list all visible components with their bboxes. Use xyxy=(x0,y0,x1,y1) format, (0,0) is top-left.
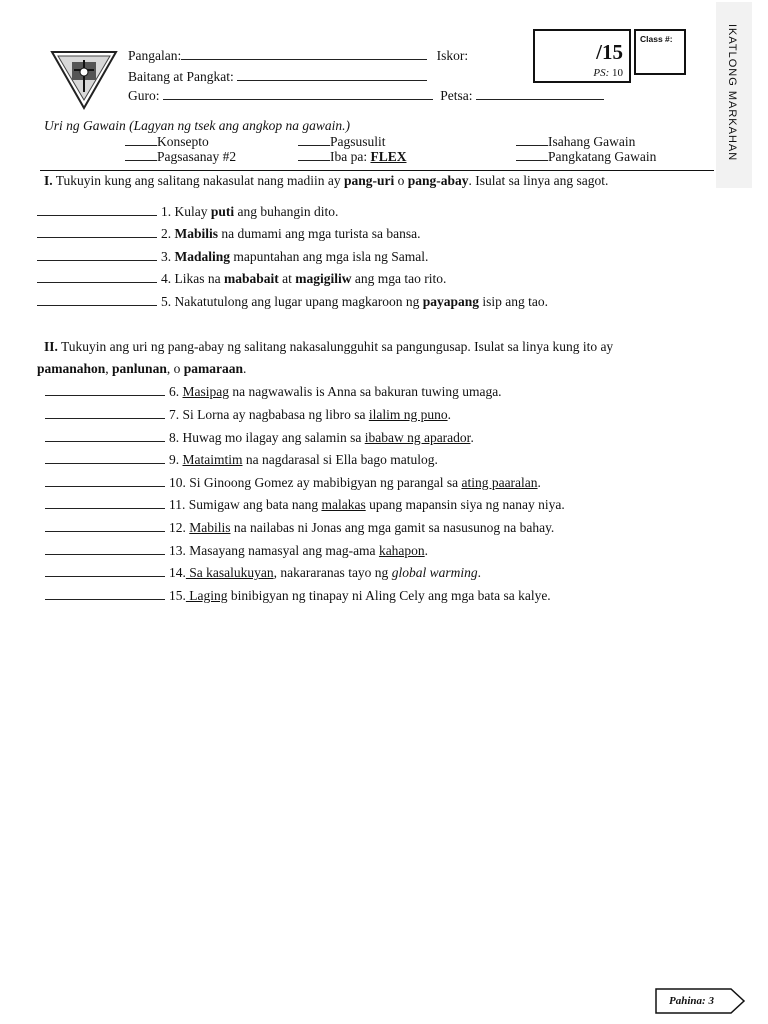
item-underlined: malakas xyxy=(321,497,366,512)
item-13 xyxy=(45,542,428,559)
option-label: Isahang Gawain xyxy=(548,134,636,149)
item-7 xyxy=(45,406,451,423)
answer-blank[interactable] xyxy=(45,564,165,577)
item-5 xyxy=(37,293,548,310)
item-1 xyxy=(37,203,338,220)
baitang-label: Baitang at Pangkat: xyxy=(128,69,234,84)
part2-numeral: II. xyxy=(44,339,58,354)
checkbox-blank[interactable] xyxy=(125,149,157,161)
item-text: mapuntahan ang mga isla ng Samal. xyxy=(230,249,429,264)
checkbox-blank[interactable] xyxy=(298,149,330,161)
item-9 xyxy=(45,451,438,468)
part1-text: Tukuyin kung ang salitang nakasulat nang madiin ay xyxy=(52,173,344,188)
score-total: /15 xyxy=(596,40,623,64)
item-4 xyxy=(37,270,446,287)
item-text: , nakararanas tayo ng xyxy=(273,565,392,580)
page-number xyxy=(657,989,733,1011)
pangalan-label: Pangalan: xyxy=(128,48,182,63)
answer-blank[interactable] xyxy=(45,542,165,555)
item-3 xyxy=(37,248,428,265)
item-15 xyxy=(45,587,551,604)
answer-blank[interactable] xyxy=(37,248,157,261)
item-text: . xyxy=(424,543,429,558)
item-text: 13. Masayang namasyal ang mag-ama xyxy=(169,543,379,558)
activity-type-instruction: (Lagyan ng tsek ang angkop na gawain.) xyxy=(129,118,350,133)
part1-instruction xyxy=(44,170,714,192)
item-underlined: kahapon xyxy=(378,543,425,558)
option-konsepto[interactable] xyxy=(125,134,209,150)
item-underlined: ilalim ng puno xyxy=(368,407,448,422)
item-10 xyxy=(45,474,541,491)
answer-blank[interactable] xyxy=(45,587,165,600)
iba-pa-value: FLEX xyxy=(370,149,407,164)
part1-text: pang-uri xyxy=(344,173,395,188)
item-underlined: Mataimtim xyxy=(182,452,243,467)
item-underlined: ibabaw ng aparador xyxy=(364,430,471,445)
part1-text: . Isulat sa linya ang sagot. xyxy=(468,173,609,188)
item-text: na nagwawalis is Anna sa bakuran tuwing umaga. xyxy=(229,384,502,399)
activity-type-title: Uri ng Gawain xyxy=(44,118,126,133)
item-underlined: Laging xyxy=(185,588,228,603)
activity-type-heading xyxy=(44,118,350,134)
item-underlined: Masipag xyxy=(182,384,229,399)
item-text: ang buhangin dito. xyxy=(234,204,339,219)
item-italic: global warming xyxy=(391,565,478,580)
item-12 xyxy=(45,519,554,536)
item-text: 14. xyxy=(169,565,186,580)
item-keyword: mababait xyxy=(224,271,279,286)
class-number-box[interactable] xyxy=(634,29,686,75)
part1-numeral: I. xyxy=(44,173,53,188)
answer-blank[interactable] xyxy=(45,496,165,509)
item-11 xyxy=(45,496,565,513)
name-field[interactable] xyxy=(181,47,427,60)
item-text: ang mga tao rito. xyxy=(351,271,447,286)
checkbox-blank[interactable] xyxy=(298,134,330,146)
part2-option: pamaraan xyxy=(183,361,243,376)
option-label: Pagsasanay #2 xyxy=(157,149,237,164)
item-text: isip ang tao. xyxy=(478,294,548,309)
item-text: 5. Nakatutulong ang lugar upang magkaroon ng xyxy=(161,294,423,309)
date-field[interactable] xyxy=(476,87,604,100)
item-text: . xyxy=(477,565,481,580)
answer-blank[interactable] xyxy=(37,270,157,283)
item-text: at xyxy=(278,271,296,286)
answer-blank[interactable] xyxy=(37,203,157,216)
item-text: 1. Kulay xyxy=(161,204,211,219)
item-text: . xyxy=(470,430,474,445)
item-6 xyxy=(45,383,502,400)
checkbox-blank[interactable] xyxy=(125,134,157,146)
item-text: 12. xyxy=(169,520,190,535)
item-underlined: Mabilis xyxy=(189,520,231,535)
item-keyword: puti xyxy=(210,204,235,219)
item-text: 3. xyxy=(161,249,175,264)
answer-blank[interactable] xyxy=(45,383,165,396)
item-text: 15. xyxy=(169,588,186,603)
item-text: . xyxy=(447,407,451,422)
item-text: 11. Sumigaw ang bata nang xyxy=(169,497,322,512)
item-keyword: Mabilis xyxy=(174,226,219,241)
checkbox-blank[interactable] xyxy=(516,134,548,146)
page-label: Pahina: xyxy=(669,995,706,1007)
item-14 xyxy=(45,564,481,581)
checkbox-blank[interactable] xyxy=(516,149,548,161)
option-label: Pangkatang Gawain xyxy=(548,149,657,164)
passing-score xyxy=(593,67,623,79)
option-label: Konsepto xyxy=(157,134,209,149)
part2-text: Tukuyin ang uri ng pang-abay ng salitang nakasalungguhit sa pangungusap. Isulat sa linya kung ito ay xyxy=(57,339,614,354)
part1-text: pang-abay xyxy=(407,173,469,188)
item-keyword: magigiliw xyxy=(295,271,352,286)
grade-section-field[interactable] xyxy=(237,68,427,81)
part2-option: panlunan xyxy=(112,361,167,376)
page-number-value: 3 xyxy=(708,995,714,1007)
answer-blank[interactable] xyxy=(37,225,157,238)
name-row xyxy=(128,47,468,64)
iskor-label: Iskor: xyxy=(436,48,469,63)
option-pagsasanay[interactable] xyxy=(125,149,236,165)
part2-instruction xyxy=(44,336,714,358)
item-text: na nagdarasal si Ella bago matulog. xyxy=(242,452,438,467)
ps-label: PS: xyxy=(593,67,610,79)
item-text: na nailabas ni Jonas ang mga gamit sa nasusunog na bahay. xyxy=(230,520,555,535)
item-text: na dumami ang mga turista sa bansa. xyxy=(218,226,421,241)
answer-blank[interactable] xyxy=(45,519,165,532)
option-label: Pagsusulit xyxy=(330,134,386,149)
item-2 xyxy=(37,225,420,242)
item-text: 4. Likas na xyxy=(161,271,224,286)
option-iba-pa[interactable] xyxy=(298,149,407,165)
item-text: binibigyan ng tinapay ni Aling Cely ang mga bata sa kalye. xyxy=(227,588,551,603)
ps-value: 10 xyxy=(612,67,623,79)
option-pangkatang-gawain[interactable] xyxy=(516,149,656,165)
answer-blank[interactable] xyxy=(45,406,165,419)
item-text: 6. xyxy=(169,384,183,399)
answer-blank[interactable] xyxy=(37,293,157,306)
item-text: 7. Si Lorna ay nagbabasa ng libro sa xyxy=(169,407,369,422)
part1-text: o xyxy=(394,173,408,188)
item-text: 2. xyxy=(161,226,175,241)
part2-option: pamanahon xyxy=(37,361,106,376)
item-keyword: Madaling xyxy=(174,249,231,264)
part2-instruction-cont xyxy=(37,358,707,380)
guro-label: Guro: xyxy=(128,88,160,103)
grade-row xyxy=(128,68,427,85)
score-box xyxy=(533,29,631,83)
school-logo xyxy=(50,50,118,110)
option-label: Iba pa: xyxy=(330,149,371,164)
option-isahang-gawain[interactable] xyxy=(516,134,635,150)
teacher-field[interactable] xyxy=(163,87,433,100)
part2-text: , xyxy=(105,361,113,376)
item-text: 8. Huwag mo ilagay ang salamin sa xyxy=(169,430,365,445)
class-number-label: Class #: xyxy=(640,34,673,44)
part2-text: , o xyxy=(166,361,184,376)
item-underlined: ating paaralan xyxy=(461,475,538,490)
item-underlined: Sa kasalukuyan xyxy=(185,565,274,580)
item-text: upang mapansin siya ng nanay niya. xyxy=(365,497,565,512)
item-text: . xyxy=(537,475,541,490)
answer-blank[interactable] xyxy=(45,429,165,442)
petsa-label: Petsa: xyxy=(440,88,473,103)
answer-blank[interactable] xyxy=(45,451,165,464)
teacher-row xyxy=(128,87,604,104)
part2-text: . xyxy=(242,361,247,376)
answer-blank[interactable] xyxy=(45,474,165,487)
item-text: 9. xyxy=(169,452,183,467)
quarter-label: IKATLONG MARKAHAN xyxy=(726,24,738,162)
item-8 xyxy=(45,429,474,446)
item-text: 10. Si Ginoong Gomez ay mabibigyan ng parangal sa xyxy=(169,475,462,490)
item-keyword: payapang xyxy=(422,294,479,309)
option-pagsusulit[interactable] xyxy=(298,134,386,150)
